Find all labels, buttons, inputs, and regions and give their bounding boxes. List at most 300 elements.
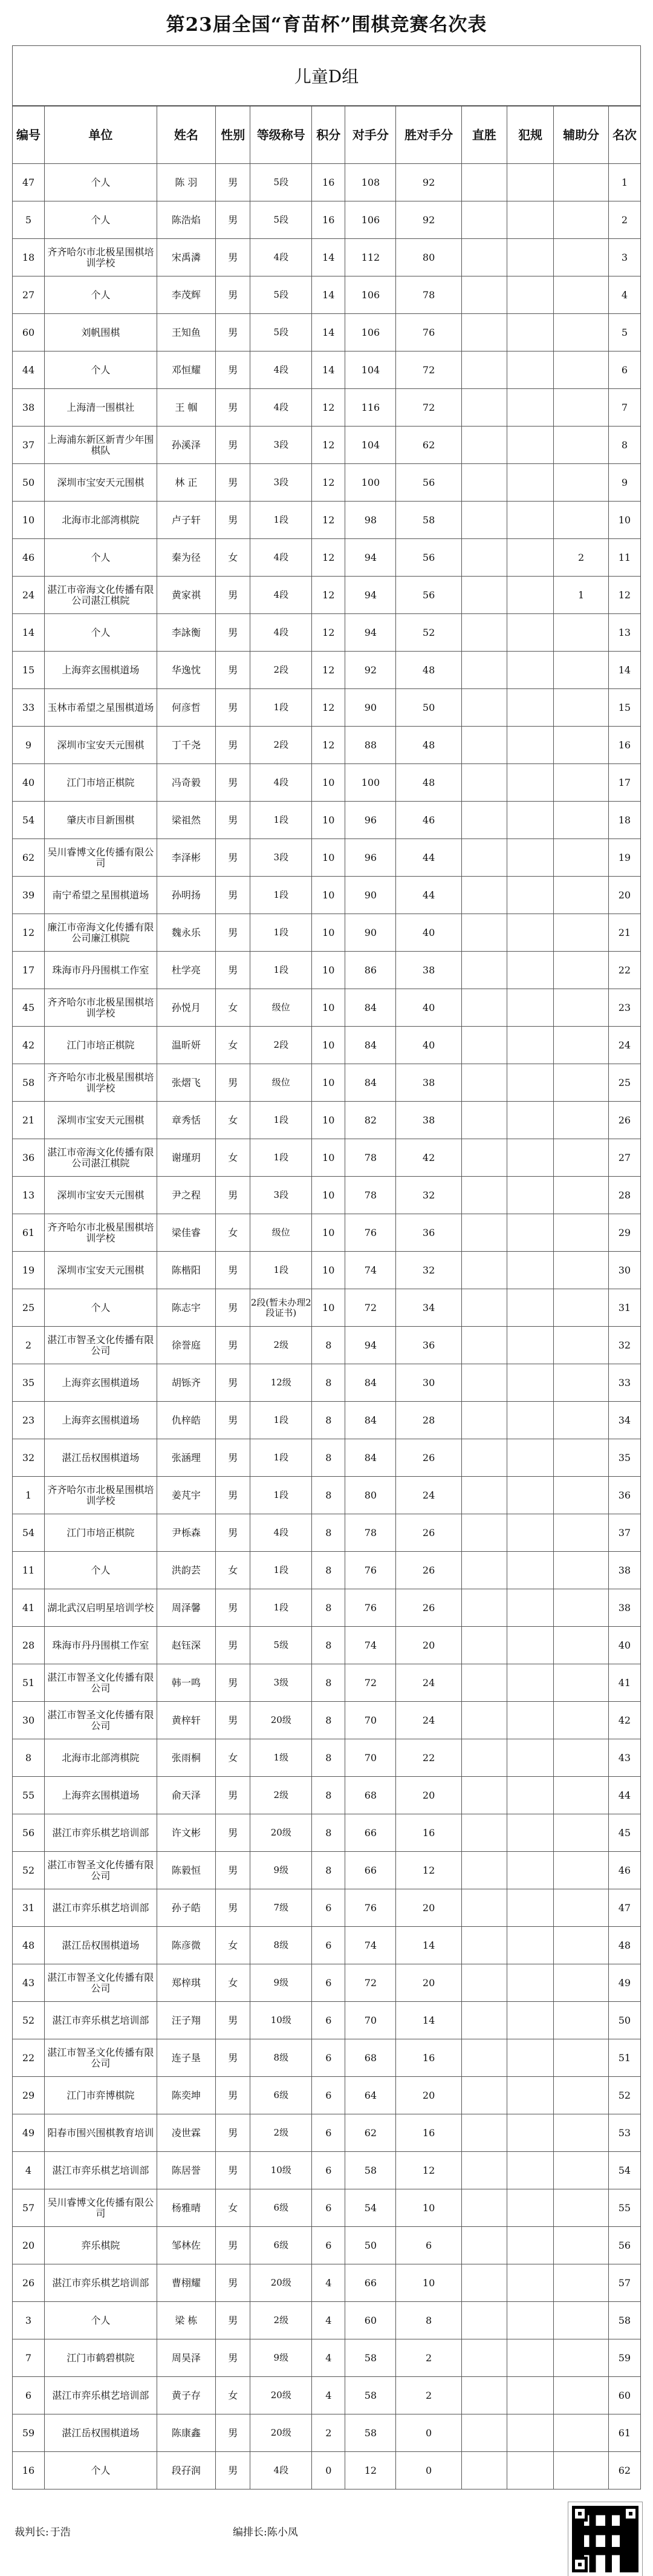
cell-foul [507, 464, 553, 502]
cell-unit: 上海清一围棋社 [45, 389, 157, 427]
cell-number: 22 [13, 2039, 45, 2077]
cell-unit: 上海弈玄围棋道场 [45, 1402, 157, 1439]
cell-defeated-opponent-score: 28 [396, 1402, 461, 1439]
cell-direct-win [461, 2077, 507, 2114]
cell-points: 12 [312, 539, 345, 577]
cell-opponent-score: 58 [345, 2377, 396, 2414]
cell-name: 温昕妍 [157, 1027, 215, 1064]
cell-direct-win [461, 276, 507, 314]
cell-gender: 男 [216, 877, 250, 914]
cell-level: 2段(暂未办理2段证书) [250, 1289, 312, 1327]
cell-unit: 个人 [45, 1289, 157, 1327]
cell-auxiliary-score [554, 1627, 609, 1664]
cell-defeated-opponent-score: 0 [396, 2452, 461, 2489]
cell-gender: 男 [216, 2414, 250, 2452]
cell-level: 20级 [250, 1702, 312, 1739]
table-row [13, 877, 641, 914]
cell-unit: 齐齐哈尔市北极星围棋培训学校 [45, 1064, 157, 1102]
cell-points: 10 [312, 952, 345, 989]
cell-level: 6级 [250, 2077, 312, 2114]
cell-direct-win [461, 1177, 507, 1214]
cell-number: 46 [13, 539, 45, 577]
cell-defeated-opponent-score: 26 [396, 1552, 461, 1589]
cell-opponent-score: 64 [345, 2077, 396, 2114]
table-row [13, 1589, 641, 1627]
cell-opponent-score: 72 [345, 1664, 396, 1702]
cell-points: 12 [312, 427, 345, 464]
cell-unit: 湛江市智圣文化传播有限公司 [45, 1664, 157, 1702]
table-row [13, 689, 641, 727]
cell-auxiliary-score [554, 1852, 609, 1889]
cell-auxiliary-score [554, 1289, 609, 1327]
cell-points: 8 [312, 1402, 345, 1439]
cell-direct-win [461, 239, 507, 276]
cell-auxiliary-score [554, 2414, 609, 2452]
cell-points: 14 [312, 239, 345, 276]
cell-opponent-score: 72 [345, 1964, 396, 2002]
cell-number: 47 [13, 164, 45, 201]
cell-unit: 湛江市弈乐棋艺培训部 [45, 2002, 157, 2039]
cell-name: 连子垦 [157, 2039, 215, 2077]
cell-gender: 男 [216, 1327, 250, 1364]
cell-defeated-opponent-score: 50 [396, 689, 461, 727]
cell-rank: 60 [608, 2377, 640, 2414]
cell-opponent-score: 116 [345, 389, 396, 427]
cell-gender: 男 [216, 201, 250, 239]
cell-points: 14 [312, 351, 345, 389]
cell-number: 41 [13, 1589, 45, 1627]
cell-unit: 肇庆市目新围棋 [45, 802, 157, 839]
cell-level: 5段 [250, 164, 312, 201]
table-row [13, 2264, 641, 2302]
table-row [13, 914, 641, 952]
cell-defeated-opponent-score: 24 [396, 1477, 461, 1514]
cell-rank: 62 [608, 2452, 640, 2489]
cell-number: 30 [13, 1702, 45, 1739]
cell-level: 4段 [250, 764, 312, 802]
cell-defeated-opponent-score: 14 [396, 2002, 461, 2039]
table-row [13, 351, 641, 389]
cell-name: 梁 栋 [157, 2302, 215, 2339]
cell-points: 4 [312, 2302, 345, 2339]
cell-points: 6 [312, 2077, 345, 2114]
cell-points: 10 [312, 1139, 345, 1177]
cell-foul [507, 1627, 553, 1664]
cell-points: 2 [312, 2414, 345, 2452]
cell-number: 12 [13, 914, 45, 952]
cell-rank: 33 [608, 1364, 640, 1402]
cell-auxiliary-score [554, 276, 609, 314]
cell-defeated-opponent-score: 72 [396, 351, 461, 389]
cell-rank: 43 [608, 1739, 640, 1777]
cell-direct-win [461, 1514, 507, 1552]
cell-level: 1段 [250, 502, 312, 539]
cell-number: 62 [13, 839, 45, 877]
cell-rank: 23 [608, 989, 640, 1027]
cell-rank: 19 [608, 839, 640, 877]
cell-level: 6级 [250, 2189, 312, 2227]
cell-level: 6级 [250, 2227, 312, 2264]
cell-points: 12 [312, 389, 345, 427]
cell-number: 9 [13, 727, 45, 764]
cell-gender: 男 [216, 2002, 250, 2039]
cell-gender: 男 [216, 652, 250, 689]
cell-unit: 个人 [45, 2452, 157, 2489]
cell-level: 4段 [250, 577, 312, 614]
cell-unit: 齐齐哈尔市北极星围棋培训学校 [45, 239, 157, 276]
referee-signature [15, 2523, 71, 2538]
cell-gender: 男 [216, 239, 250, 276]
cell-points: 10 [312, 1252, 345, 1289]
cell-points: 8 [312, 1814, 345, 1852]
cell-unit: 上海弈玄围棋道场 [45, 1364, 157, 1402]
cell-foul [507, 1889, 553, 1927]
cell-points: 8 [312, 1364, 345, 1402]
cell-defeated-opponent-score: 8 [396, 2302, 461, 2339]
cell-unit: 阳春市围兴围棋教育培训 [45, 2114, 157, 2152]
cell-foul [507, 1252, 553, 1289]
cell-auxiliary-score [554, 464, 609, 502]
cell-level: 12级 [250, 1364, 312, 1402]
cell-direct-win [461, 2414, 507, 2452]
cell-unit: 湛江市弈乐棋艺培训部 [45, 2152, 157, 2189]
cell-level: 2段 [250, 1027, 312, 1064]
cell-name: 李茂辉 [157, 276, 215, 314]
cell-name: 张雨桐 [157, 1739, 215, 1777]
cell-unit: 珠海市丹丹围棋工作室 [45, 1627, 157, 1664]
cell-auxiliary-score [554, 2039, 609, 2077]
cell-unit: 湛江市智圣文化传播有限公司 [45, 2039, 157, 2077]
cell-defeated-opponent-score: 92 [396, 164, 461, 201]
cell-gender: 男 [216, 839, 250, 877]
cell-gender: 女 [216, 1027, 250, 1064]
cell-level: 2段 [250, 727, 312, 764]
cell-direct-win [461, 577, 507, 614]
col-header-auxiliary-score: 辅助分 [554, 106, 609, 164]
cell-name: 曹栩耀 [157, 2264, 215, 2302]
cell-defeated-opponent-score: 24 [396, 1702, 461, 1739]
cell-auxiliary-score [554, 614, 609, 652]
cell-unit: 深圳市宝安天元围棋 [45, 1102, 157, 1139]
cell-gender: 男 [216, 1627, 250, 1664]
cell-foul [507, 164, 553, 201]
cell-level: 8级 [250, 1927, 312, 1964]
table-row [13, 1702, 641, 1739]
cell-direct-win [461, 1852, 507, 1889]
cell-foul [507, 2189, 553, 2227]
cell-gender: 男 [216, 689, 250, 727]
cell-level: 4段 [250, 614, 312, 652]
cell-number: 28 [13, 1627, 45, 1664]
cell-auxiliary-score [554, 2264, 609, 2302]
cell-direct-win [461, 2114, 507, 2152]
cell-level: 3段 [250, 1177, 312, 1214]
cell-rank: 28 [608, 1177, 640, 1214]
cell-defeated-opponent-score: 76 [396, 314, 461, 351]
cell-rank: 59 [608, 2339, 640, 2377]
table-row [13, 502, 641, 539]
cell-opponent-score: 76 [345, 1552, 396, 1589]
cell-direct-win [461, 1364, 507, 1402]
table-row [13, 1777, 641, 1814]
cell-defeated-opponent-score: 26 [396, 1514, 461, 1552]
cell-defeated-opponent-score: 2 [396, 2339, 461, 2377]
cell-unit: 深圳市宝安天元围棋 [45, 727, 157, 764]
cell-foul [507, 276, 553, 314]
cell-auxiliary-score [554, 1814, 609, 1852]
cell-direct-win [461, 1664, 507, 1702]
cell-unit: 深圳市宝安天元围棋 [45, 1252, 157, 1289]
cell-level: 1段 [250, 1252, 312, 1289]
cell-number: 40 [13, 764, 45, 802]
cell-direct-win [461, 1064, 507, 1102]
table-row [13, 2039, 641, 2077]
cell-points: 8 [312, 1739, 345, 1777]
cell-rank: 56 [608, 2227, 640, 2264]
cell-defeated-opponent-score: 10 [396, 2189, 461, 2227]
cell-foul [507, 2414, 553, 2452]
cell-rank: 53 [608, 2114, 640, 2152]
cell-gender: 男 [216, 1402, 250, 1439]
cell-foul [507, 2264, 553, 2302]
cell-rank: 20 [608, 877, 640, 914]
cell-auxiliary-score [554, 1777, 609, 1814]
cell-opponent-score: 100 [345, 464, 396, 502]
cell-opponent-score: 70 [345, 1739, 396, 1777]
cell-defeated-opponent-score: 80 [396, 239, 461, 276]
cell-points: 10 [312, 1177, 345, 1214]
cell-direct-win [461, 1702, 507, 1739]
cell-name: 邓恒耀 [157, 351, 215, 389]
cell-direct-win [461, 464, 507, 502]
table-row [13, 2114, 641, 2152]
cell-number: 37 [13, 427, 45, 464]
cell-opponent-score: 106 [345, 314, 396, 351]
cell-number: 48 [13, 1927, 45, 1964]
cell-unit: 刘帆围棋 [45, 314, 157, 351]
cell-foul [507, 2339, 553, 2377]
cell-auxiliary-score [554, 389, 609, 427]
cell-opponent-score: 76 [345, 1214, 396, 1252]
cell-points: 12 [312, 464, 345, 502]
cell-defeated-opponent-score: 20 [396, 1627, 461, 1664]
cell-unit: 北海市北部湾棋院 [45, 1739, 157, 1777]
cell-opponent-score: 70 [345, 2002, 396, 2039]
cell-name: 王 帼 [157, 389, 215, 427]
cell-rank: 52 [608, 2077, 640, 2114]
cell-points: 4 [312, 2339, 345, 2377]
table-row [13, 1289, 641, 1327]
cell-unit: 湛江市智圣文化传播有限公司 [45, 1852, 157, 1889]
cell-number: 2 [13, 1327, 45, 1364]
cell-auxiliary-score [554, 2002, 609, 2039]
cell-unit: 齐齐哈尔市北极星围棋培训学校 [45, 1214, 157, 1252]
cell-rank: 32 [608, 1327, 640, 1364]
table-row [13, 2452, 641, 2489]
cell-opponent-score: 92 [345, 652, 396, 689]
cell-gender: 女 [216, 1102, 250, 1139]
cell-gender: 男 [216, 2264, 250, 2302]
table-row [13, 201, 641, 239]
cell-name: 周昊泽 [157, 2339, 215, 2377]
cell-level: 4段 [250, 351, 312, 389]
cell-foul [507, 914, 553, 952]
table-row [13, 1177, 641, 1214]
cell-unit: 湛江市智圣文化传播有限公司 [45, 1702, 157, 1739]
cell-points: 10 [312, 839, 345, 877]
cell-name: 冯奇毅 [157, 764, 215, 802]
cell-points: 8 [312, 1514, 345, 1552]
cell-auxiliary-score [554, 1252, 609, 1289]
cell-defeated-opponent-score: 42 [396, 1139, 461, 1177]
cell-defeated-opponent-score: 10 [396, 2264, 461, 2302]
cell-rank: 46 [608, 1852, 640, 1889]
cell-gender: 女 [216, 989, 250, 1027]
cell-direct-win [461, 1327, 507, 1364]
cell-number: 17 [13, 952, 45, 989]
cell-direct-win [461, 164, 507, 201]
cell-opponent-score: 66 [345, 1814, 396, 1852]
cell-direct-win [461, 1739, 507, 1777]
cell-points: 16 [312, 164, 345, 201]
cell-points: 12 [312, 652, 345, 689]
cell-auxiliary-score [554, 314, 609, 351]
cell-rank: 44 [608, 1777, 640, 1814]
cell-number: 20 [13, 2227, 45, 2264]
cell-points: 6 [312, 2227, 345, 2264]
cell-number: 61 [13, 1214, 45, 1252]
cell-direct-win [461, 802, 507, 839]
cell-defeated-opponent-score: 44 [396, 877, 461, 914]
cell-opponent-score: 98 [345, 502, 396, 539]
cell-auxiliary-score [554, 1177, 609, 1214]
table-row [13, 2002, 641, 2039]
cell-direct-win [461, 652, 507, 689]
cell-foul [507, 577, 553, 614]
cell-gender: 男 [216, 1702, 250, 1739]
table-row [13, 1514, 641, 1552]
cell-defeated-opponent-score: 16 [396, 2114, 461, 2152]
cell-points: 12 [312, 727, 345, 764]
cell-auxiliary-score [554, 1327, 609, 1364]
cell-foul [507, 427, 553, 464]
cell-foul [507, 839, 553, 877]
col-header-opponent-score: 对手分 [345, 106, 396, 164]
cell-defeated-opponent-score: 26 [396, 1589, 461, 1627]
cell-points: 10 [312, 989, 345, 1027]
cell-gender: 男 [216, 464, 250, 502]
col-header-rank: 名次 [608, 106, 640, 164]
cell-opponent-score: 96 [345, 839, 396, 877]
cell-rank: 9 [608, 464, 640, 502]
cell-level: 4段 [250, 539, 312, 577]
cell-name: 陈 羽 [157, 164, 215, 201]
cell-name: 陈奕坤 [157, 2077, 215, 2114]
cell-opponent-score: 76 [345, 1589, 396, 1627]
cell-name: 陈康鑫 [157, 2414, 215, 2452]
cell-rank: 37 [608, 1514, 640, 1552]
cell-foul [507, 2452, 553, 2489]
table-row [13, 1664, 641, 1702]
cell-number: 10 [13, 502, 45, 539]
cell-opponent-score: 82 [345, 1102, 396, 1139]
cell-level: 2级 [250, 2302, 312, 2339]
cell-defeated-opponent-score: 46 [396, 802, 461, 839]
cell-unit: 江门市弈博棋院 [45, 2077, 157, 2114]
cell-opponent-score: 66 [345, 2264, 396, 2302]
cell-defeated-opponent-score: 0 [396, 2414, 461, 2452]
cell-opponent-score: 78 [345, 1177, 396, 1214]
ranking-table [12, 106, 641, 2489]
cell-level: 2级 [250, 1777, 312, 1814]
cell-level: 3段 [250, 839, 312, 877]
cell-defeated-opponent-score: 12 [396, 1852, 461, 1889]
cell-number: 35 [13, 1364, 45, 1402]
cell-auxiliary-score [554, 1102, 609, 1139]
col-header-unit: 单位 [45, 106, 157, 164]
cell-foul [507, 1139, 553, 1177]
cell-name: 魏永乐 [157, 914, 215, 952]
cell-name: 赵钰深 [157, 1627, 215, 1664]
cell-rank: 48 [608, 1927, 640, 1964]
cell-defeated-opponent-score: 40 [396, 989, 461, 1027]
cell-level: 级位 [250, 1214, 312, 1252]
cell-direct-win [461, 914, 507, 952]
cell-name: 尹栎森 [157, 1514, 215, 1552]
cell-name: 周泽馨 [157, 1589, 215, 1627]
cell-points: 6 [312, 2152, 345, 2189]
cell-level: 4段 [250, 389, 312, 427]
cell-foul [507, 2002, 553, 2039]
cell-foul [507, 2039, 553, 2077]
cell-points: 8 [312, 1777, 345, 1814]
cell-unit: 南宁希望之星围棋道场 [45, 877, 157, 914]
cell-rank: 42 [608, 1702, 640, 1739]
cell-rank: 2 [608, 201, 640, 239]
col-header-number: 编号 [13, 106, 45, 164]
cell-rank: 55 [608, 2189, 640, 2227]
cell-auxiliary-score [554, 1889, 609, 1927]
cell-gender: 男 [216, 2114, 250, 2152]
cell-auxiliary-score [554, 839, 609, 877]
cell-gender: 男 [216, 1289, 250, 1327]
cell-level: 4段 [250, 1514, 312, 1552]
cell-level: 1段 [250, 1102, 312, 1139]
cell-unit: 江门市培正棋院 [45, 1027, 157, 1064]
cell-gender: 男 [216, 1814, 250, 1852]
cell-gender: 女 [216, 2189, 250, 2227]
cell-level: 1段 [250, 1139, 312, 1177]
cell-name: 谢瑾玥 [157, 1139, 215, 1177]
table-row [13, 1327, 641, 1364]
cell-foul [507, 389, 553, 427]
cell-number: 5 [13, 201, 45, 239]
table-row [13, 2414, 641, 2452]
cell-unit: 江门市培正棋院 [45, 764, 157, 802]
cell-rank: 13 [608, 614, 640, 652]
cell-level: 20级 [250, 1814, 312, 1852]
cell-number: 36 [13, 1139, 45, 1177]
cell-direct-win [461, 427, 507, 464]
cell-points: 10 [312, 1289, 345, 1327]
cell-number: 24 [13, 577, 45, 614]
cell-gender: 男 [216, 727, 250, 764]
cell-name: 姜芃宇 [157, 1477, 215, 1514]
table-body [13, 164, 641, 2489]
table-row [13, 427, 641, 464]
cell-foul [507, 2152, 553, 2189]
cell-direct-win [461, 1289, 507, 1327]
